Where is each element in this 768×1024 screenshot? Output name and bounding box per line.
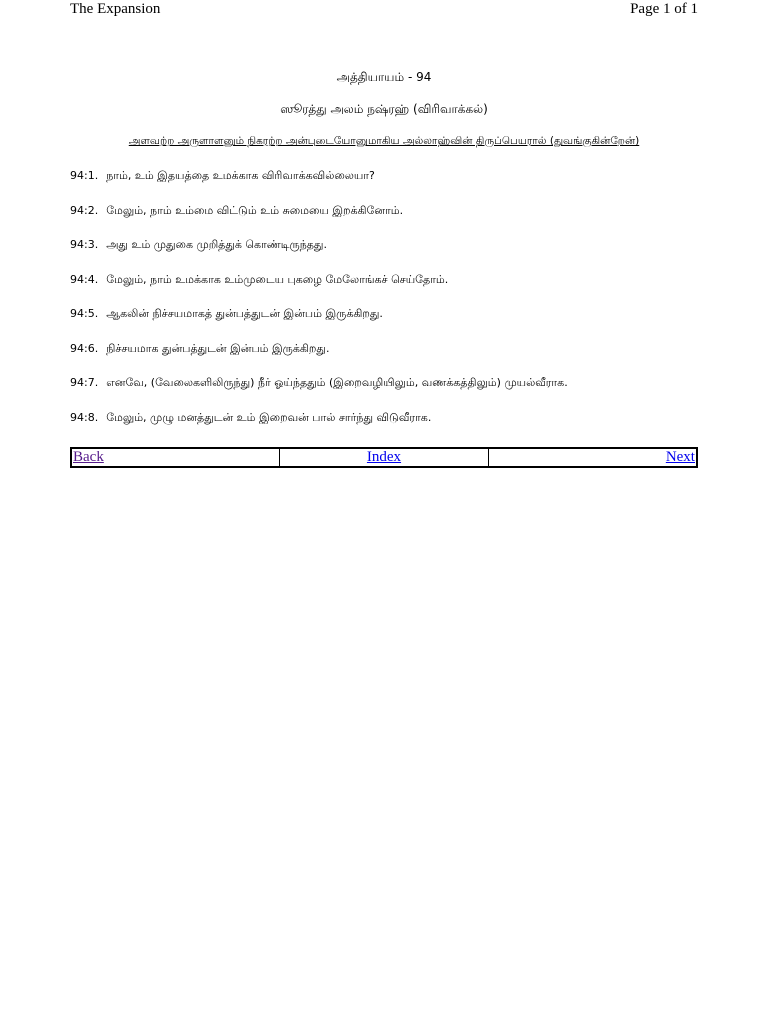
- verse-item: [70, 340, 698, 375]
- verse-text: மேலும், முழு மனத்துடன் உம் இறைவன் பால் சார்ந்து விடுவீராக.: [106, 410, 432, 424]
- verse-text: அது உம் முதுகை முறித்துக் கொண்டிருந்தது.: [106, 238, 327, 251]
- verse-number: 94:8.: [70, 410, 99, 424]
- index-link[interactable]: Index: [366, 449, 402, 465]
- nav-cell-index: [280, 449, 488, 466]
- verse-text: நாம், உம் இதயத்தை உமக்காக விரிவாக்கவில்லையா?: [106, 169, 375, 182]
- print-header: [70, 0, 698, 20]
- verse-item: [70, 167, 698, 202]
- verse-text: நிச்சயமாக துன்பத்துடன் இன்பம் இருக்கிறது.: [106, 341, 330, 355]
- next-link[interactable]: Next: [665, 449, 695, 465]
- chapter-label: அத்தியாயம் - 94: [336, 70, 432, 84]
- verse-item: [70, 305, 698, 340]
- verse-number: 94:4.: [70, 272, 99, 286]
- verse-number: 94:1.: [70, 169, 99, 182]
- verse-number: 94:3.: [70, 238, 99, 251]
- nav-cell-back: [72, 449, 280, 466]
- navigation-table: [70, 447, 698, 468]
- nav-cell-next: [489, 449, 696, 466]
- surah-title: ஸூரத்து அலம் நஷ்ரஹ் (விரிவாக்கல்): [280, 102, 488, 116]
- verse-item: [70, 374, 698, 409]
- document-title: The Expansion: [70, 1, 161, 17]
- verse-item: [70, 236, 698, 271]
- verse-text: மேலும், நாம் உமக்காக உம்முடைய புகழை மேலோங்கச் செய்தோம்.: [106, 272, 449, 286]
- back-link[interactable]: Back: [73, 449, 104, 465]
- bismillah-text: அளவற்ற அருளாளனும் நிகரற்ற அன்புடையோனுமாகிய அல்லாஹ்வின் திருப்பெயரால் (துவங்குகின்றேன்): [128, 135, 640, 147]
- verse-item: [70, 271, 698, 306]
- page-indicator: Page 1 of 1: [630, 1, 698, 17]
- verse-number: 94:7.: [70, 376, 99, 389]
- verse-number: 94:6.: [70, 341, 99, 355]
- verse-item: [70, 202, 698, 237]
- verse-text: ஆகலின் நிச்சயமாகத் துன்பத்துடன் இன்பம் இருக்கிறது.: [106, 307, 383, 320]
- verse-item: [70, 409, 698, 444]
- verse-text: எனவே, (வேலைகளிலிருந்து) நீர் ஓய்ந்ததும் (இறைவழியிலும், வணக்கத்திலும்) முயல்வீராக.: [106, 376, 568, 389]
- verse-list: [70, 167, 698, 443]
- verse-number: 94:2.: [70, 203, 99, 217]
- verse-text: மேலும், நாம் உம்மை விட்டும் உம் சுமையை இறக்கினோம்.: [106, 203, 404, 217]
- verse-number: 94:5.: [70, 307, 99, 320]
- bismillah-line: [70, 133, 698, 149]
